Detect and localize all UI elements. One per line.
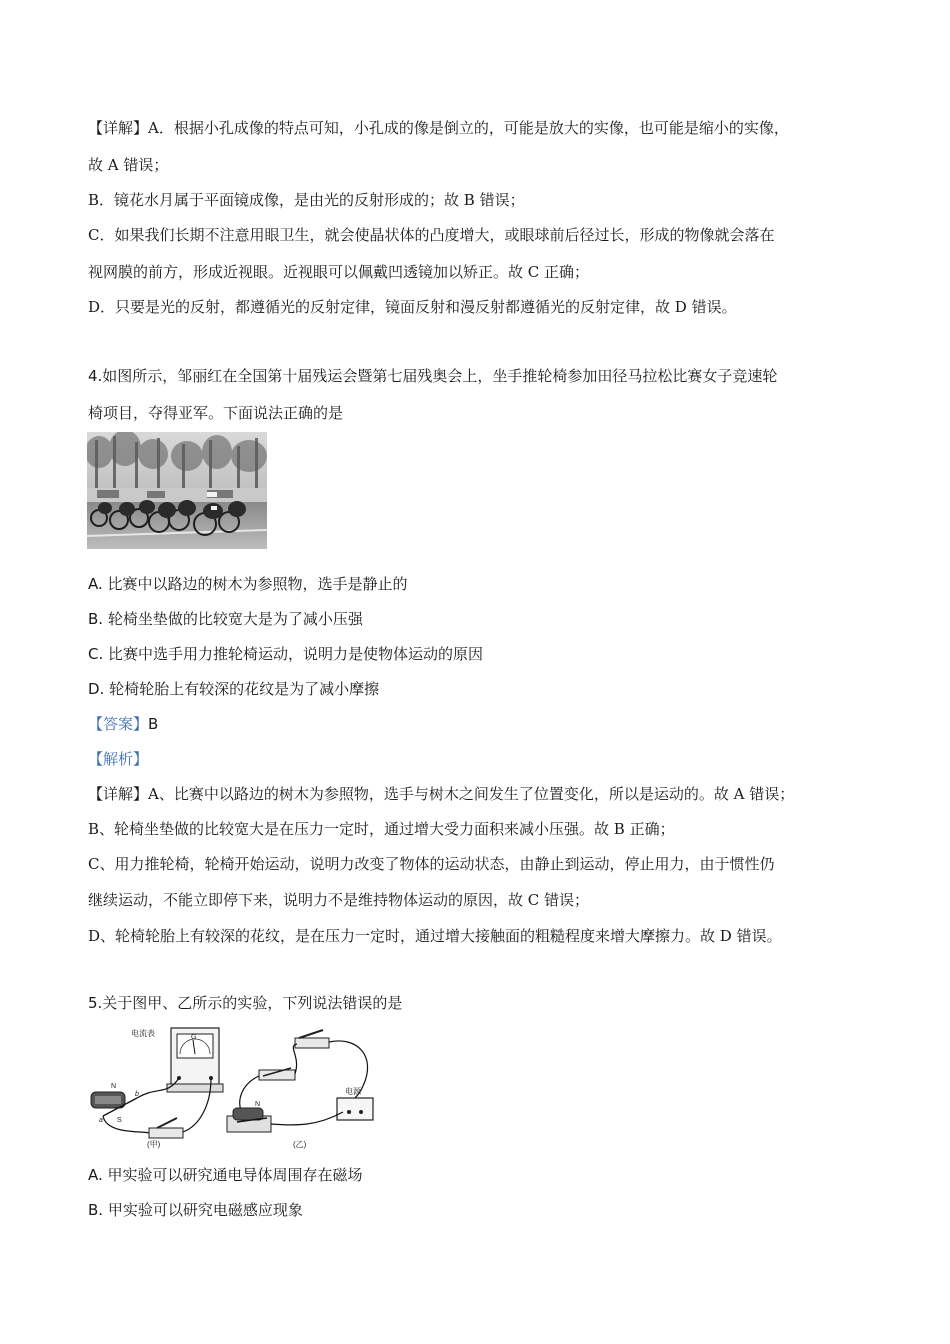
magnet-s-label-jia: S	[117, 1117, 122, 1124]
figure-jia-label: (甲)	[147, 1140, 161, 1149]
magnet-n-label-yi: N	[255, 1101, 261, 1108]
wheelchair-race-photo	[87, 432, 267, 549]
q4-detail-line-5: D、轮椅轮胎上有较深的花纹，是在压力一定时，通过增大接触面的粗糙程度来增大摩擦力。故 D 错误。	[88, 927, 782, 945]
experiment-diagram	[87, 1026, 387, 1150]
conductor-b-label: b	[135, 1091, 139, 1098]
q4-detail-line-3: C、用力推轮椅，轮椅开始运动，说明力改变了物体的运动状态，由静止到运动，停止用力，由于惯性仍	[88, 855, 775, 873]
q4-stem-line-2: 椅项目，夺得亚军。下面说法正确的是	[88, 404, 344, 422]
figure-yi-label: (乙)	[293, 1140, 307, 1149]
q4-detail-line-4: 继续运动，不能立即停下来，说明力不是维持物体运动的原因，故 C 错误；	[88, 891, 590, 909]
q5-stem: 5.关于图甲、乙所示的实验，下列说法错误的是	[88, 994, 403, 1012]
q3-detail-line-4: C．如果我们长期不注意用眼卫生，就会使晶状体的凸度增大，或眼球前后径过长，形成的物像就会落在	[88, 226, 775, 244]
q3-detail-line-3: B．镜花水月属于平面镜成像，是由光的反射形成的；故 B 错误；	[88, 191, 525, 209]
q5-option-b: B. 甲实验可以研究电磁感应现象	[88, 1201, 303, 1219]
q3-detail-line-1: 【详解】A．根据小孔成像的特点可知，小孔成的像是倒立的，可能是放大的实像，也可能是缩小的实像，	[88, 119, 789, 137]
q3-detail-line-5: 视网膜的前方，形成近视眼。近视眼可以佩戴凹透镜加以矫正。故 C 正确；	[88, 263, 590, 281]
q3-detail-line-2: 故 A 错误；	[88, 156, 169, 174]
q4-option-b: B. 轮椅坐垫做的比较宽大是为了减小压强	[88, 610, 363, 628]
galvanometer-label: G	[191, 1034, 197, 1041]
answer-value: B	[148, 715, 159, 733]
conductor-a-label: a	[99, 1117, 103, 1124]
q5-option-a: A. 甲实验可以研究通电导体周围存在磁场	[88, 1166, 363, 1184]
power-source-label: 电源	[345, 1087, 361, 1096]
q4-detail-line-2: B、轮椅坐垫做的比较宽大是在压力一定时，通过增大受力面积来减小压强。故 B 正确；	[88, 820, 675, 838]
q4-option-d: D. 轮椅轮胎上有较深的花纹是为了减小摩擦	[88, 680, 380, 698]
magnet-n-label-jia: N	[111, 1083, 117, 1090]
q4-detail-line-1: 【详解】A、比赛中以路边的树木为参照物，选手与树木之间发生了位置变化，所以是运动的。故 A 错误；	[88, 785, 795, 803]
q4-option-c: C. 比赛中选手用力推轮椅运动，说明力是使物体运动的原因	[88, 645, 484, 663]
answer-label: 【答案】	[88, 715, 149, 733]
q4-answer	[88, 714, 890, 734]
analysis-label: 【解析】	[88, 750, 149, 768]
experiment-diagram-graphic	[87, 1026, 387, 1150]
q3-detail-line-6: D．只要是光的反射，都遵循光的反射定律，镜面反射和漫反射都遵循光的反射定律，故 D 错误。	[88, 298, 737, 316]
q4-option-a: A. 比赛中以路边的树木为参照物，选手是静止的	[88, 575, 408, 593]
q4-stem-line-1: 4.如图所示，邹丽红在全国第十届残运会暨第七届残奥会上，坐手推轮椅参加田径马拉松比赛女子竞速轮	[88, 367, 778, 385]
wheelchair-race-photo-graphic	[87, 432, 267, 549]
ammeter-label: 电流表	[131, 1029, 155, 1038]
